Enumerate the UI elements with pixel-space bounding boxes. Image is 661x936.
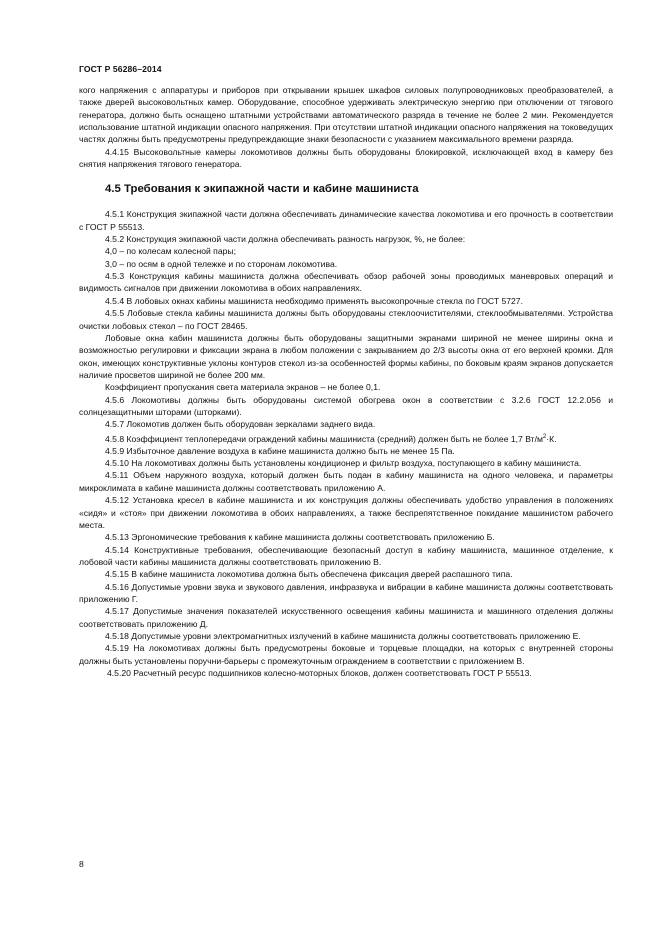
paragraph: 4.5.11 Объем наружного воздуха, который должен быть подан в кабину машиниста на одного человека, и параметры микроклимата в кабине машиниста должны соответствовать приложению А.	[79, 470, 613, 493]
paragraph: 4.5.7 Локомотив должен быть оборудован зеркалами заднего вида.	[105, 419, 376, 430]
paragraph: 4.5.14 Конструктивные требования, обеспечивающие безопасный доступ в кабину машиниста, машинное отделение, к лобовой части кабины машиниста должны соответствовать приложению В.	[79, 544, 613, 567]
paragraph: 4.5.5 Лобовые стекла кабины машиниста должны быть оборудованы стеклоочистителями, стеклообмывателями. Устройства очистки лобовых стекол – по ГОСТ 28465.	[79, 308, 613, 331]
paragraph-text: 4.5.8 Коэффициент теплопередачи ограждений кабины машиниста (средний) должен быть не более 1,7 Вт/м	[105, 433, 543, 444]
document-header: ГОСТ Р 56286–2014	[79, 64, 162, 74]
superscript: 2	[542, 433, 547, 440]
paragraph: кого напряжения с аппаратуры и приборов при открывании крышек шкафов силовых полупроводниковых преобразователей, а также дверей высоковольтных камер. Оборудование, способное удерживать электрическую энергию при отключении от тягового генератора, должно быть оснащено штатными устройствами автоматического разряда в течение не более 2 мин. Рекомендуется использование штатной индикации опасного напряжения. При отсутствии штатной индикации опасного напряжения на токоведущих частях должны быть предусмотрены предупреждающие знаки безопасности с указанием максимального времени разряда.	[79, 85, 613, 145]
list-item: 4,0 – по колесам колесной пары;	[105, 246, 236, 257]
paragraph: 4.5.15 В кабине машиниста локомотива должна быть обеспечена фиксация дверей распашного типа.	[105, 569, 513, 580]
paragraph	[79, 431, 613, 445]
paragraph: 4.5.6 Локомотивы должны быть оборудованы системой обогрева окон в соответствии с 3.2.6 ГОСТ 12.2.056 и солнцезащитными шторами (шторками).	[79, 394, 613, 417]
paragraph: 4.5.10 На локомотивах должны быть установлены кондиционер и фильтр воздуха, поступающего в кабину машиниста.	[105, 458, 582, 469]
paragraph: 4.5.12 Установка кресел в кабине машиниста и их конструкция должны обеспечивать удобство управления в положениях «сидя» и «стоя» при движении локомотива в обоих направлениях, а также беспрепятственное покидание машинистом рабочего места.	[79, 495, 613, 530]
paragraph-text: ·К.	[546, 433, 557, 444]
paragraph: 4.5.18 Допустимые уровни электромагнитных излучений в кабине машиниста должны соответствовать приложению Е.	[105, 630, 581, 641]
paragraph: 4.5.19 На локомотивах должны быть предусмотрены боковые и торцевые площадки, на которых с внутренней стороны должны быть установлены поручни-барьеры с промежуточным ограждением в соответствии с приложением В.	[79, 643, 613, 666]
paragraph: 4.5.9 Избыточное давление воздуха в кабине машиниста должно быть не менее 15 Па.	[105, 445, 455, 456]
section-heading: 4.5 Требования к экипажной части и кабине машиниста	[105, 183, 419, 196]
paragraph: 4.5.2 Конструкция экипажной части должна обеспечивать разность нагрузок, %, не более:	[105, 234, 466, 245]
list-item: 3,0 – по осям в одной тележке и по сторонам локомотива.	[105, 258, 338, 269]
paragraph: 4.5.13 Эргономические требования к кабине машиниста должны соответствовать приложению Б.	[105, 532, 495, 543]
paragraph: 4.5.1 Конструкция экипажной части должна обеспечивать динамические качества локомотива и его прочность в соответствии с ГОСТ Р 55513.	[79, 209, 613, 232]
paragraph: 4.5.17 Допустимые значения показателей искусственного освещения кабины машиниста и машинного отделения должны соответствовать приложению Д.	[79, 606, 613, 629]
paragraph: Коэффициент пропускания света материала экранов – не более 0,1.	[105, 382, 381, 393]
page-body	[79, 84, 613, 679]
paragraph: 4.4.15 Высоковольтные камеры локомотивов должны быть оборудованы блокировкой, исключающей вход в камеру без снятия напряжения тягового генератора.	[79, 146, 613, 170]
paragraph: 4.5.4 В лобовых окнах кабины машиниста необходимо применять высокопрочные стекла по ГОСТ 5727.	[105, 295, 523, 306]
paragraph: 4.5.3 Конструкция кабины машиниста должна обеспечивать обзор рабочей зоны проводимых маневровых операций и видимость сигналов при движении локомотива в обоих направлениях.	[79, 271, 613, 294]
paragraph: 4.5.20 Расчетный ресурс подшипников колесно-моторных блоков, должен соответствовать ГОСТ Р 55513.	[107, 667, 532, 678]
page-number: 8	[79, 859, 84, 869]
paragraph: 4.5.16 Допустимые уровни звука и звукового давления, инфразвука и вибрации в кабине машиниста должны соответствовать приложению Г.	[79, 581, 613, 604]
paragraph: Лобовые окна кабин машиниста должны быть оборудованы защитными экранами шириной не менее ширины окна и возможностью регулировки и фиксации экрана в любом положении с закрыванием до 2/3 высоты окна от его верхней кромки. Для окон, имеющих конструктивные уклоны контуров стекол из-за особенностей формы кабины, по боковым краям экранов допускается наличие просветов шириной не более 200 мм.	[79, 332, 613, 380]
